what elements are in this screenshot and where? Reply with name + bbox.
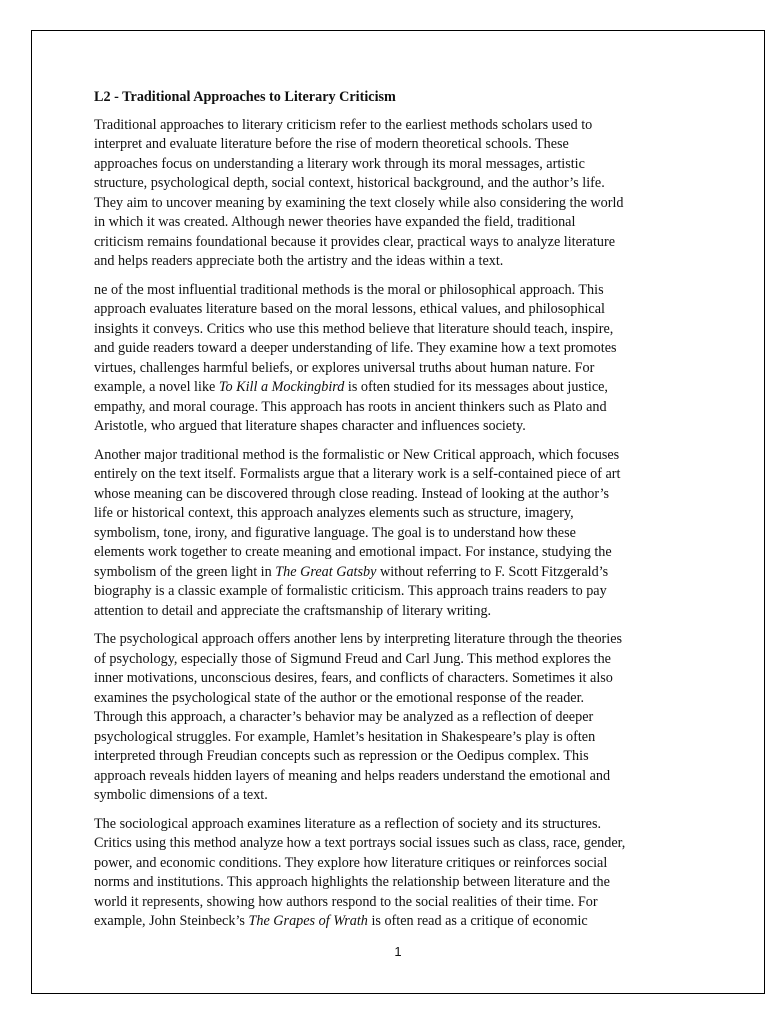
text-line [94, 650, 684, 670]
text-segment: interpret and evaluate literature before the rise of modern theoretical schools. These [94, 136, 569, 152]
text-segment: attention to detail and appreciate the craftsmanship of literary writing. [94, 602, 492, 619]
text-segment: symbolic dimensions of a text. [94, 787, 268, 803]
text-line [94, 912, 684, 932]
text-segment: approach reveals hidden layers of meaning and helps readers understand the emotional and [94, 767, 611, 784]
text-line [94, 281, 684, 301]
text-segment: The sociological approach examines literature as a reflection of society and its structures. [94, 815, 602, 832]
text-segment: Through this approach, a character’s behavior may be analyzed as a reflection of deeper [94, 709, 594, 725]
text-line [94, 602, 684, 622]
text-segment: and helps readers appreciate both the artistry and the ideas within a text. [94, 253, 504, 269]
text-segment: life or historical context, this approach analyzes elements such as structure, imagery, [94, 505, 574, 521]
paragraph [94, 630, 684, 806]
paragraph-container [94, 116, 684, 932]
page-number: 1 [394, 944, 402, 959]
text-line [94, 669, 684, 689]
text-line [94, 300, 684, 320]
text-line [94, 135, 684, 155]
paragraph [94, 116, 684, 272]
text-segment: of psychology, especially those of Sigmund Freud and Carl Jung. This method explores the [94, 650, 611, 667]
text-line [94, 543, 684, 563]
text-line [94, 582, 684, 602]
text-segment: inner motivations, unconscious desires, fears, and conflicts of characters. Sometimes it also [94, 670, 613, 686]
text-segment: example, John Steinbeck’s [94, 913, 249, 929]
text-line [94, 563, 684, 583]
text-segment: interpreted through Freudian concepts such as repression or the Oedipus complex. This [94, 748, 589, 764]
text-segment: is often read as a critique of economic [367, 913, 588, 929]
text-segment: Critics using this method analyze how a text portrays social issues such as class, race, gender, [94, 835, 626, 851]
text-segment: power, and economic conditions. They explore how literature critiques or reinforces social [94, 854, 608, 871]
document-body [94, 88, 684, 941]
text-line [94, 446, 684, 466]
text-segment: The psychological approach offers another lens by interpreting literature through the theories [94, 631, 623, 647]
text-line [94, 767, 684, 787]
document-heading: L2 - Traditional Approaches to Literary Criticism [94, 89, 396, 105]
text-line [94, 815, 684, 835]
italic-title: The Great Gatsby [275, 563, 377, 580]
text-line [94, 786, 684, 806]
text-line [94, 213, 684, 233]
text-line [94, 378, 684, 398]
text-line [94, 339, 684, 359]
text-line [94, 252, 684, 272]
text-segment: and guide readers toward a deeper understanding of life. They examine how a text promotes [94, 340, 617, 356]
paragraph [94, 446, 684, 622]
text-segment: insights it conveys. Critics who use this method believe that literature should teach, inspire, [94, 320, 614, 337]
text-segment: They aim to uncover meaning by examining the text closely while also considering the world [94, 194, 624, 211]
text-segment: psychological struggles. For example, Hamlet’s hesitation in Shakespeare’s play is often [94, 728, 596, 745]
text-line [94, 233, 684, 253]
text-line [94, 359, 684, 379]
text-segment: symbolism, tone, irony, and figurative language. The goal is to understand how these [94, 524, 576, 541]
text-segment: world it represents, showing how authors respond to the social realities of their time. For [94, 893, 598, 910]
text-line [94, 728, 684, 748]
text-segment: structure, psychological depth, social context, historical background, and the author’s life. [94, 175, 605, 191]
text-segment: Aristotle, who argued that literature shapes character and influences society. [94, 418, 526, 434]
text-line [94, 504, 684, 524]
text-line [94, 747, 684, 767]
text-segment: approach evaluates literature based on the moral lessons, ethical values, and philosophical [94, 301, 605, 317]
text-segment: norms and institutions. This approach highlights the relationship between literature and the [94, 874, 610, 890]
text-line [94, 398, 684, 418]
paragraph [94, 815, 684, 932]
text-line [94, 320, 684, 340]
text-segment: ne of the most influential traditional methods is the moral or philosophical approach. This [94, 281, 604, 298]
page-frame [31, 30, 765, 994]
text-segment: in which it was created. Although newer theories have expanded the field, traditional [94, 214, 576, 230]
text-line [94, 465, 684, 485]
text-line [94, 873, 684, 893]
paragraph [94, 281, 684, 437]
text-segment: example, a novel like [94, 379, 219, 395]
text-line [94, 834, 684, 854]
text-line [94, 194, 684, 214]
text-segment: virtues, challenges harmful beliefs, or explores universal truths about human nature. For [94, 359, 595, 376]
text-segment: examines the psychological state of the author or the emotional response of the reader. [94, 689, 585, 706]
text-line [94, 174, 684, 194]
text-line [94, 116, 684, 136]
italic-title: To Kill a Mockingbird [218, 379, 345, 395]
text-line [94, 485, 684, 505]
text-segment: empathy, and moral courage. This approach has roots in ancient thinkers such as Plato and [94, 398, 607, 415]
text-segment: without referring to F. Scott Fitzgerald’s [376, 563, 609, 580]
text-segment: criticism remains foundational because it provides clear, practical ways to analyze literature [94, 233, 615, 250]
text-line [94, 708, 684, 728]
text-line [94, 417, 684, 437]
text-line [94, 155, 684, 175]
text-segment: elements work together to create meaning and emotional impact. For instance, studying the [94, 544, 612, 560]
text-segment: Another major traditional method is the formalistic or New Critical approach, which focuses [94, 446, 620, 463]
text-segment: whose meaning can be discovered through close reading. Instead of looking at the author’s [94, 485, 610, 502]
text-segment: symbolism of the green light in [94, 563, 276, 580]
italic-title: The Grapes of Wrath [248, 913, 368, 929]
text-segment: Traditional approaches to literary criticism refer to the earliest methods scholars used to [94, 116, 593, 133]
text-line [94, 630, 684, 650]
text-segment: entirely on the text itself. Formalists argue that a literary work is a self-contained piece of art [94, 466, 621, 482]
text-segment: biography is a classic example of formalistic criticism. This approach trains readers to pay [94, 583, 607, 599]
text-line [94, 524, 684, 544]
text-segment: approaches focus on understanding a literary work through its moral messages, artistic [94, 155, 585, 172]
text-line [94, 689, 684, 709]
text-line [94, 893, 684, 913]
text-line [94, 854, 684, 874]
text-segment: is often studied for its messages about justice, [344, 379, 608, 395]
